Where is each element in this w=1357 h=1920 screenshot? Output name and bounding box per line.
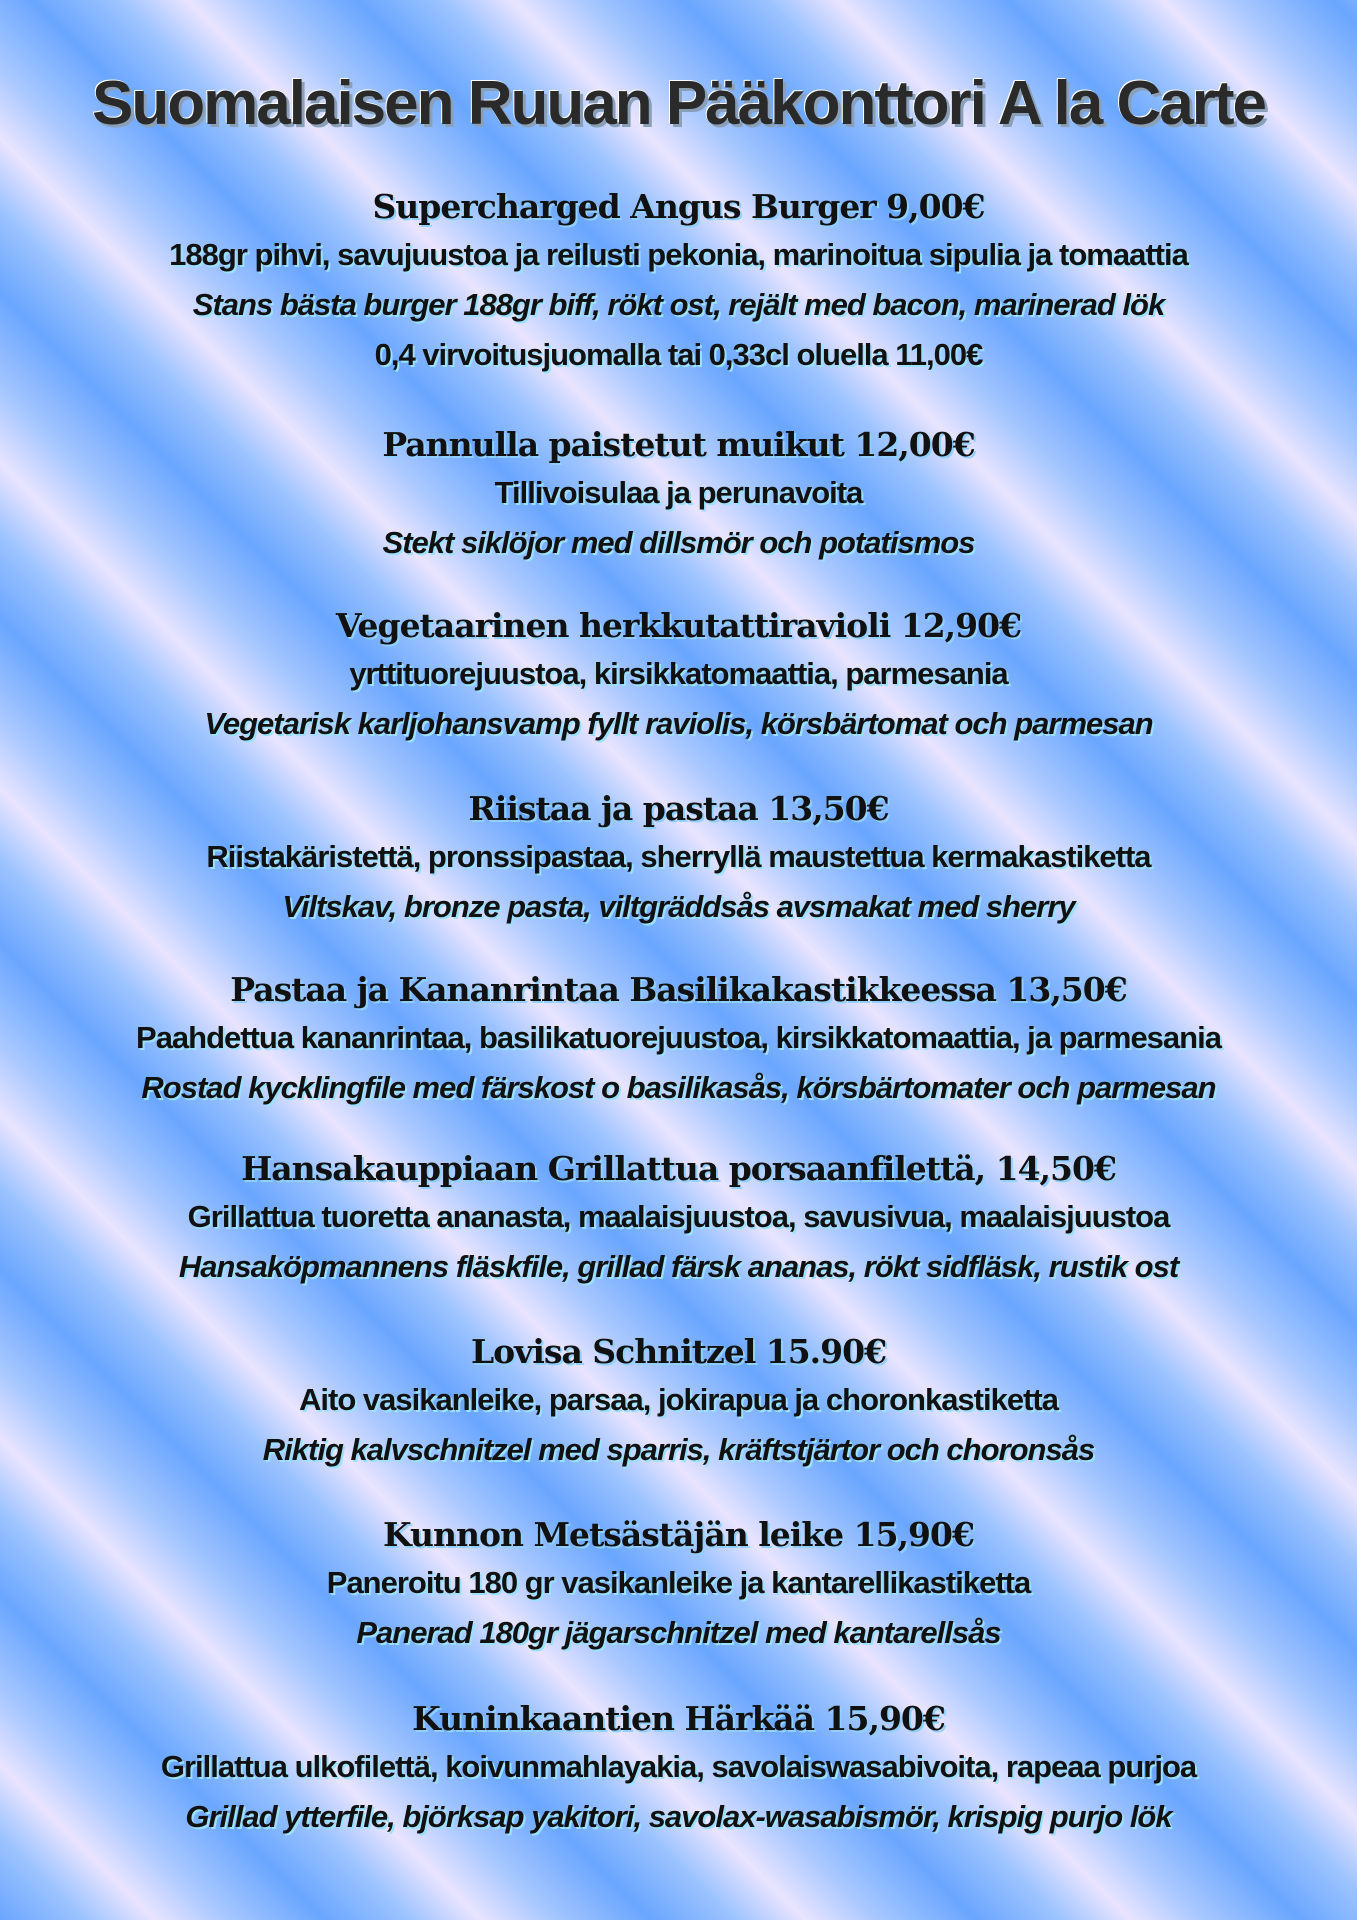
item-description-fi: yrttituorejuustoa, kirsikkatomaattia, parmesania: [349, 656, 1008, 691]
menu-item: [0, 786, 1357, 932]
item-description-sv: Stans bästa burger 188gr biff, rökt ost, rejält med bacon, marinerad lök: [192, 287, 1165, 322]
menu-item: [0, 967, 1357, 1113]
menu-item: [0, 422, 1357, 568]
menu-title: Suomalaisen Ruuan Pääkonttori A la Carte: [92, 69, 1265, 138]
item-description-sv: Rostad kycklingfile med färskost o basilikasås, körsbärtomater och parmesan: [141, 1070, 1216, 1105]
item-description-sv: Grillad ytterfile, björksap yakitori, savolax-wasabismör, krispig purjo lök: [185, 1799, 1172, 1834]
item-name: Vegetaarinen herkkutattiravioli 12,90€: [335, 606, 1022, 645]
item-description-fi: Riistakäristettä, pronssipastaa, sherryllä maustettua kermakastiketta: [206, 839, 1151, 874]
item-description-sv: Vegetarisk karljohansvamp fyllt raviolis, körsbärtomat och parmesan: [204, 706, 1153, 741]
menu-item: [0, 1512, 1357, 1658]
item-description-sv: Stekt siklöjor med dillsmör och potatismos: [382, 525, 975, 560]
item-description-sv: Viltskav, bronze pasta, viltgräddsås avsmakat med sherry: [282, 889, 1075, 924]
menu-item: [0, 184, 1357, 380]
item-name: Pannulla paistetut muikut 12,00€: [382, 425, 975, 464]
item-description-fi: Grillattua tuoretta ananasta, maalaisjuustoa, savusivua, maalaisjuustoa: [187, 1199, 1170, 1234]
item-description-fi: Paahdettua kananrintaa, basilikatuorejuustoa, kirsikkatomaattia, ja parmesania: [136, 1020, 1221, 1055]
item-name: Kuninkaantien Härkää 15,90€: [412, 1699, 945, 1738]
menu-item: [0, 1696, 1357, 1842]
item-description-fi: Tillivoisulaa ja perunavoita: [494, 475, 863, 510]
item-name: Riistaa ja pastaa 13,50€: [468, 789, 889, 828]
item-description-fi: Aito vasikanleike, parsaa, jokirapua ja choronkastiketta: [299, 1382, 1058, 1417]
item-description-fi: 188gr pihvi, savujuustoa ja reilusti pekonia, marinoitua sipulia ja tomaattia: [169, 237, 1188, 272]
item-name: Supercharged Angus Burger 9,00€: [372, 187, 985, 226]
item-description-fi: Paneroitu 180 gr vasikanleike ja kantarellikastiketta: [326, 1565, 1031, 1600]
item-name: Kunnon Metsästäjän leike 15,90€: [383, 1515, 974, 1554]
menu-item: [0, 603, 1357, 749]
item-extra-offer: 0,4 virvoitusjuomalla tai 0,33cl oluella 11,00€: [374, 337, 983, 372]
item-description-sv: Hansaköpmannens fläskfile, grillad färsk ananas, rökt sidfläsk, rustik ost: [178, 1249, 1179, 1284]
item-description-fi: Grillattua ulkofilettä, koivunmahlayakia, savolaiswasabivoita, rapeaa purjoa: [160, 1749, 1197, 1784]
menu-item: [0, 1329, 1357, 1475]
item-name: Pastaa ja Kananrintaa Basilikakastikkeessa 13,50€: [230, 970, 1127, 1009]
item-name: Hansakauppiaan Grillattua porsaanfilettä, 14,50€: [241, 1149, 1116, 1188]
menu-item: [0, 1146, 1357, 1292]
item-description-sv: Panerad 180gr jägarschnitzel med kantarellsås: [356, 1615, 1001, 1650]
item-description-sv: Riktig kalvschnitzel med sparris, kräftstjärtor och choronsås: [262, 1432, 1095, 1467]
item-name: Lovisa Schnitzel 15.90€: [470, 1332, 887, 1371]
